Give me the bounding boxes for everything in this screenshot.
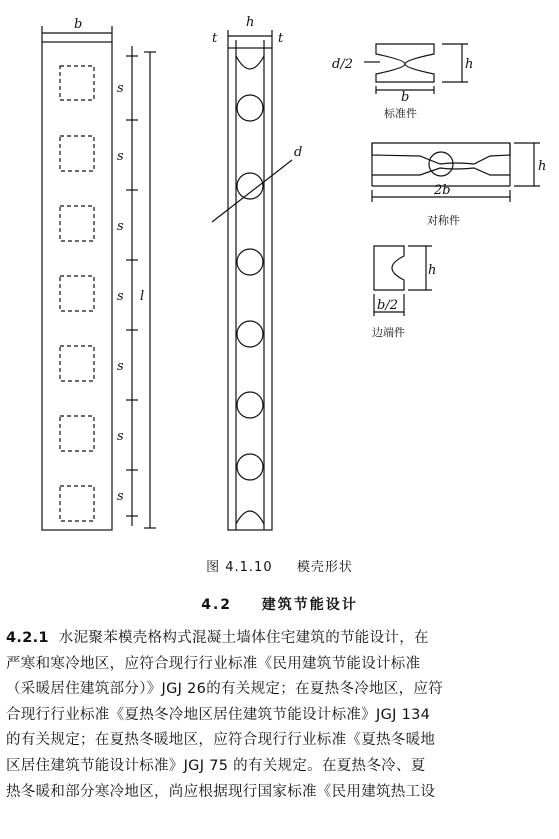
paragraph-line-5: 的有关规定；在夏热冬暖地区，应符合现行行业标准《夏热冬暖地: [6, 732, 436, 749]
label-h-standard: h: [465, 57, 474, 72]
label-b-width: b: [74, 17, 83, 32]
label-h-symmetric: h: [538, 159, 547, 174]
label-b-half-edge: b/2: [377, 298, 398, 313]
label-h-edge: h: [428, 263, 437, 278]
section-title: 建筑节能设计: [261, 597, 358, 613]
label-l-length: l: [140, 289, 145, 304]
label-s-5: s: [117, 359, 124, 374]
front-view-panel: [42, 26, 156, 530]
label-s-4: s: [117, 289, 124, 304]
paragraph-line-2: 严寒和寒冷地区，应符合现行行业标准《民用建筑节能设计标准: [6, 655, 421, 672]
label-s-2: s: [117, 149, 124, 164]
caption-edge-part: 边端件: [372, 326, 405, 339]
clause-4-2-1: [6, 626, 554, 805]
symmetric-part-drawing: [372, 143, 540, 202]
figure-caption-title: 模壳形状: [296, 560, 353, 575]
caption-symmetric-part: 对称件: [427, 214, 460, 227]
label-d-diameter: d: [294, 145, 303, 160]
label-s-1: s: [117, 81, 124, 96]
label-2b-symmetric: 2b: [434, 183, 451, 198]
label-s-3: s: [117, 219, 124, 234]
paragraph-line-1: [6, 626, 554, 652]
paragraph-line-7: 热冬暖和部分寒冷地区，尚应根据现行国家标准《民用建筑热工设: [6, 783, 436, 800]
figure-caption-number: 图 4.1.10: [206, 560, 273, 575]
paragraph-line-4: 合现行行业标准《夏热冬冷地区居住建筑节能设计标准》JGJ 134: [6, 706, 431, 723]
section-number: 4.2: [201, 597, 233, 613]
section-heading: [0, 594, 559, 614]
label-d-half: d/2: [332, 57, 353, 72]
standard-part-drawing: [364, 44, 468, 94]
label-s-7: s: [117, 489, 124, 504]
paragraph-line-6: 区居住建筑节能设计标准》JGJ 75 的有关规定。在夏热冬冷、夏: [6, 757, 426, 774]
figure-caption: [0, 556, 559, 575]
paragraph-line-3: （采暖居住建筑部分）》JGJ 26的有关规定；在夏热冬冷地区，应符: [6, 681, 443, 698]
label-b-standard: b: [401, 90, 410, 105]
label-t-left: t: [212, 31, 218, 46]
caption-standard-part: 标准件: [384, 107, 417, 120]
label-s-6: s: [117, 429, 124, 444]
label-t-right: t: [278, 31, 284, 46]
clause-number: 4.2.1: [6, 630, 49, 646]
paragraph-text-1: 水泥聚苯模壳格构式混凝土墙体住宅建筑的节能设计，在: [58, 630, 429, 646]
label-h-side: h: [246, 15, 255, 30]
side-view-panel: [212, 30, 292, 530]
